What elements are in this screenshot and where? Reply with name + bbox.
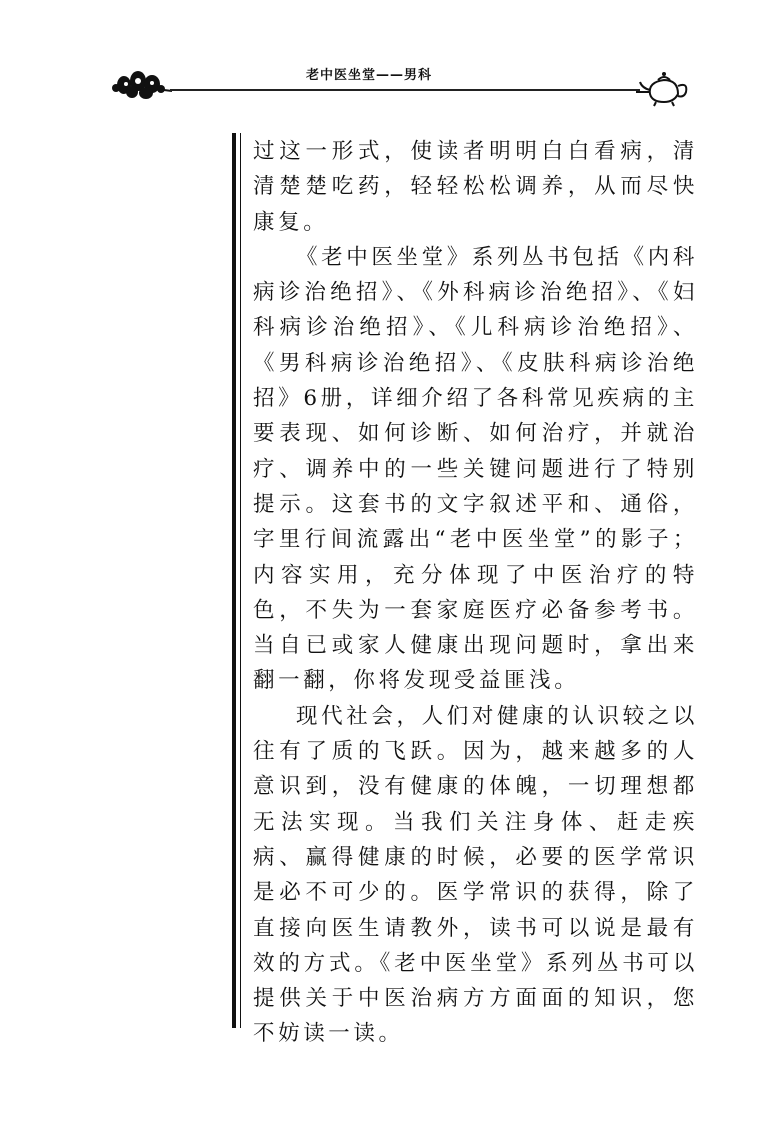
teapot-icon (634, 68, 694, 112)
paragraph: 《老中医坐堂》系列丛书包括《内科病诊治绝招》、《外科病诊治绝招》、《妇科病诊治绝招》、《儿科病诊治绝招》、《男科病诊治绝招》、《皮肤科病诊治绝招》6册，详细介绍了各科常见疾病的主要表现、如何诊断、如何治疗，并就治疗、调养中的一些关键问题进行了特别提示。这套书的文字叙述平和、通俗，字里行间流露出“老中医坐堂”的影子；内容实用，充分体现了中医治疗的特色，不失为一套家庭医疗必备参考书。当自已或家人健康出现问题时，拿出来翻一翻，你将发现受益匪浅。 (253, 244, 698, 694)
header-rule (170, 89, 640, 91)
ornamental-flower-icon (108, 68, 172, 106)
paragraph: 过这一形式，使读者明明白白看病，清清楚楚吃药，轻轻松松调养，从而尽快康复。 (253, 139, 698, 235)
margin-rule-thin (240, 133, 241, 1028)
page-header (0, 58, 777, 118)
paragraph: 现代社会，人们对健康的认识较之以往有了质的飞跃。因为，越来越多的人意识到，没有健康的体魄，一切理想都无法实现。当我们关注身体、赶走疾病、赢得健康的时候，必要的医学常识是必不可少的。医学常识的获得，除了直接向医生请教外，读书可以说是最有效的方式。《老中医坐堂》系列丛书可以提供关于中医治病方方面面的知识，您不妨读一读。 (253, 703, 698, 1047)
body-text (253, 134, 698, 1052)
margin-rule-thick (232, 133, 236, 1028)
running-head-title: 老中医坐堂——男科 (306, 68, 433, 83)
